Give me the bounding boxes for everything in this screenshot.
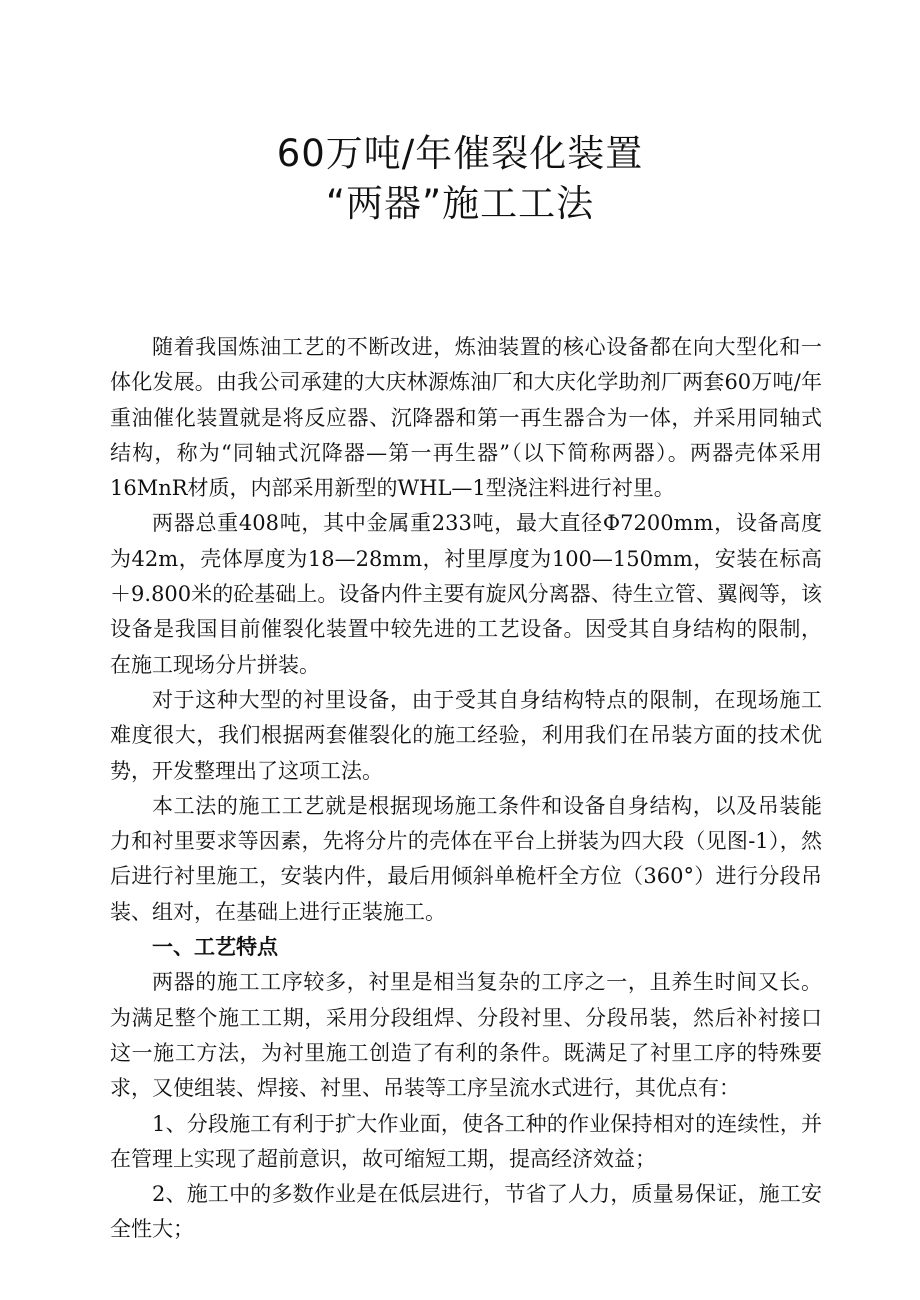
section-heading-features: 一、工艺特点 bbox=[152, 935, 278, 960]
paragraph-specs: 两器总重408吨，其中金属重233吨，最大直径Φ7200mm，设备高度为42m，壳体厚度为18—28mm，衬里厚度为100—150mm，安装在标高＋9.800米的砼基础上。设备内件主要有旋风分离器、待生立管、翼阀等，该设备是我国目前催裂化装置中较先进的工艺设备。因受其自身结构的限制，在施工现场分片拼装。 bbox=[110, 511, 822, 677]
paragraph-features: 两器的施工工序较多，衬里是相当复杂的工序之一，且养生时间又长。为满足整个施工工期，采用分段组焊、分段衬里、分段吊装，然后补衬接口这一施工方法，为衬里施工创造了有利的条件。既满足了衬里工序的特殊要求，又使组装、焊接、衬里、吊装等工序呈流水式进行，其优点有： bbox=[110, 970, 822, 1101]
paragraph-process: 本工法的施工工艺就是根据现场施工条件和设备自身结构，以及吊装能力和衬里要求等因素，先将分片的壳体在平台上拼装为四大段（见图-1），然后进行衬里施工，安装内件，最后用倾斜单桅杆全方位（360°）进行分段吊装、组对，在基础上进行正装施工。 bbox=[110, 793, 822, 924]
paragraph-advantage-1: 1、分段施工有利于扩大作业面，使各工种的作业保持相对的连续性，并在管理上实现了超前意识，故可缩短工期，提高经济效益； bbox=[110, 1111, 822, 1171]
paragraph-advantage-2: 2、施工中的多数作业是在低层进行，节省了人力，质量易保证，施工安全性大； bbox=[110, 1182, 822, 1242]
document-body bbox=[110, 330, 822, 1248]
document-title-line2: “两器”施工工法 bbox=[325, 182, 595, 225]
document-title-line1: 60万吨/年催裂化装置 bbox=[276, 132, 644, 175]
paragraph-intro: 随着我国炼油工艺的不断改进，炼油装置的核心设备都在向大型化和一体化发展。由我公司承建的大庆林源炼油厂和大庆化学助剂厂两套60万吨/年重油催化装置就是将反应器、沉降器和第一再生器合为一体，并采用同轴式结构，称为“同轴式沉降器—第一再生器”（以下简称两器）。两器壳体采用16MnR材质，内部采用新型的WHL—1型浇注料进行衬里。 bbox=[110, 335, 822, 501]
paragraph-difficulty: 对于这种大型的衬里设备，由于受其自身结构特点的限制，在现场施工难度很大，我们根据两套催裂化的施工经验，利用我们在吊装方面的技术优势，开发整理出了这项工法。 bbox=[110, 687, 822, 783]
